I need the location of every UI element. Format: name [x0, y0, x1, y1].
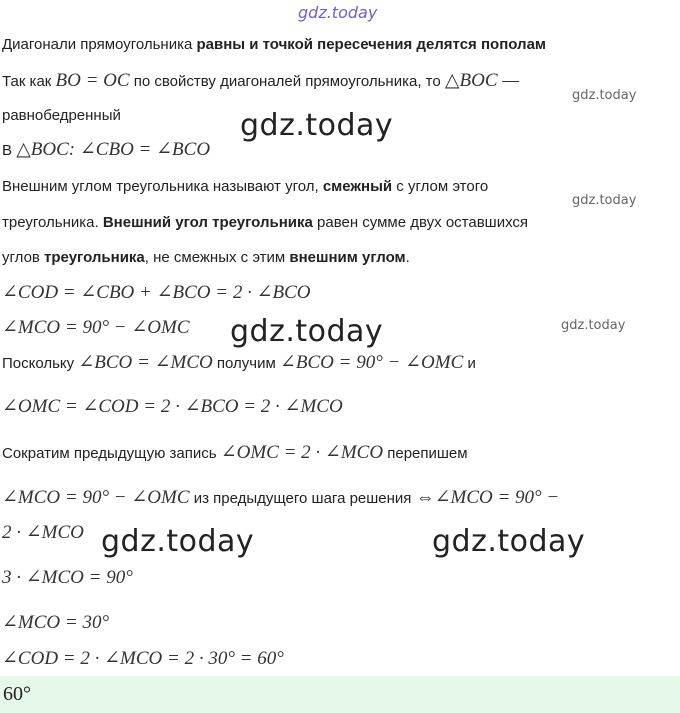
text-span: Сократим предыдущую запись [2, 445, 221, 462]
text-line-12 [2, 442, 468, 464]
text-line-10 [2, 352, 476, 374]
text-span: углов [2, 249, 45, 266]
text-line-4 [2, 139, 210, 161]
math-span: △BOC — [444, 70, 520, 91]
math-span: △BOC: ∠CBO = ∠BCO [16, 139, 211, 160]
watermark-big-3: gdz.today [101, 524, 255, 559]
bold-span: Внешний угол треугольника [102, 214, 313, 231]
bold-span: треугольника [44, 249, 145, 266]
text-span: получим [212, 355, 280, 372]
answer-box [0, 676, 680, 713]
math-span: ∠MCO = 90° − ∠OMC [2, 487, 190, 508]
text-line-2 [2, 70, 519, 92]
text-span: равен сумме двух оставшихся [312, 214, 529, 231]
math-span: ∠BCO = ∠MCO [78, 352, 213, 373]
watermark-small-3: gdz.today [561, 318, 626, 333]
text-span: . [405, 249, 410, 266]
math-line-15: 3 · ∠MCO = 90° [2, 567, 133, 588]
text-span: перепишем [383, 445, 468, 462]
math-line-14: 2 · ∠MCO [2, 522, 84, 543]
bold-span: равны и точкой пересечения делятся пополам [196, 36, 547, 53]
text-span: по свойству диагоналей прямоугольника, то [129, 73, 445, 90]
text-span: Внешним углом треугольника называют угол, [2, 178, 323, 195]
text-span: из предыдущего шага решения [189, 490, 416, 507]
watermark-big-1: gdz.today [240, 108, 394, 143]
text-span: Диагонали прямоугольника [2, 36, 197, 53]
math-span: BO = OC [55, 70, 130, 91]
watermark-big-2: gdz.today [230, 314, 384, 349]
math-line-16: ∠MCO = 30° [2, 612, 110, 633]
text-line-13 [2, 487, 559, 509]
math-line-9: ∠MCO = 90° − ∠OMC [2, 317, 190, 338]
watermark-small-1: gdz.today [572, 88, 637, 103]
text-line-5 [2, 177, 488, 197]
math-line-17: ∠COD = 2 · ∠MCO = 2 · 30° = 60° [2, 648, 284, 669]
text-span: треугольника. [2, 214, 103, 231]
text-line-3: равнобедренный [2, 107, 121, 124]
watermark-small-2: gdz.today [572, 193, 637, 208]
text-line-1 [2, 35, 546, 55]
text-span: В [2, 142, 17, 159]
text-span: и [463, 355, 476, 372]
math-line-11: ∠OMC = ∠COD = 2 · ∠BCO = 2 · ∠MCO [2, 396, 343, 417]
math-span: ⇔∠MCO = 90° − [415, 487, 560, 508]
watermark-top: gdz.today [298, 3, 378, 22]
bold-span: смежный [322, 178, 393, 195]
text-line-6 [2, 213, 528, 233]
bold-span: внешним углом [289, 249, 406, 266]
text-span: с углом этого [392, 178, 489, 195]
answer-value: 60° [3, 683, 31, 705]
text-span: Так как [2, 73, 56, 90]
text-line-7 [2, 248, 410, 268]
text-span: Поскольку [2, 355, 79, 372]
math-line-8: ∠COD = ∠CBO + ∠BCO = 2 · ∠BCO [2, 282, 311, 303]
math-span: ∠OMC = 2 · ∠MCO [220, 442, 384, 463]
watermark-big-4: gdz.today [432, 524, 586, 559]
math-span: ∠BCO = 90° − ∠OMC [279, 352, 464, 373]
text-span: , не смежных с этим [144, 249, 290, 266]
